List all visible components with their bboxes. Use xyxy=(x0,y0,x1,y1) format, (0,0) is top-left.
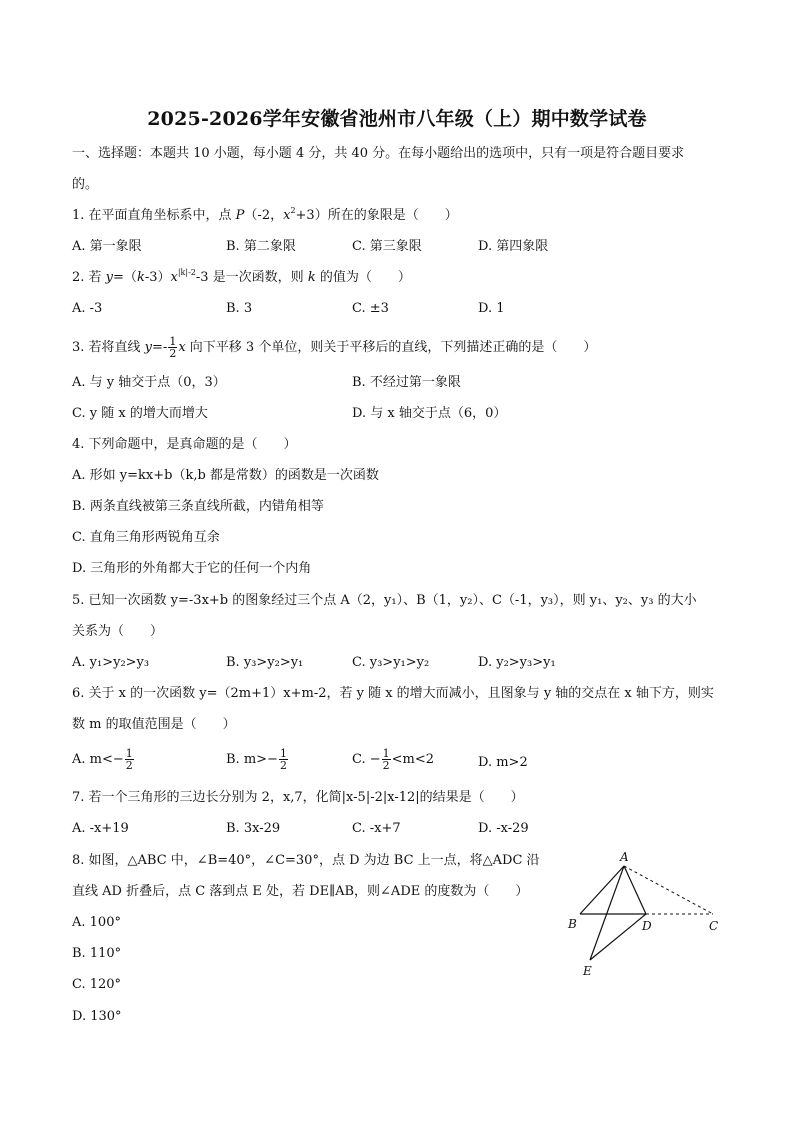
question-5-option-b: B. y₃>y₂>y₁ xyxy=(226,655,304,670)
question-2-option-c: C. ±3 xyxy=(352,301,389,316)
question-5-option-c: C. y₃>y₁>y₂ xyxy=(352,655,430,670)
question-1-option-d: D. 第四象限 xyxy=(478,239,549,254)
question-1-option-a: A. 第一象限 xyxy=(72,239,142,254)
label-a: A xyxy=(620,850,629,864)
question-3-stem: 3. 若将直线 y=- $\frac{1}{2}$ x 向下平移 3 个单位，则关于平移后的直线，下列描述正确的是（ ） xyxy=(72,335,597,360)
label-e: E xyxy=(583,964,592,978)
section-instructions-line2: 的。 xyxy=(72,177,99,192)
question-4-option-a: A. 形如 y=kx+b（k,b 都是常数）的函数是一次函数 xyxy=(72,468,379,483)
question-8-stem-line1: 8. 如图，△ABC 中，∠B=40°，∠C=30°，点 D 为边 BC 上一点，将△ADC 沿 xyxy=(72,853,540,868)
question-3-option-c: C. y 随 x 的增大而增大 xyxy=(72,406,208,421)
section-instructions-line1: 一、选择题：本题共 10 小题，每小题 4 分，共 40 分。在每小题给出的选项中，只有一项是符合题目要求 xyxy=(72,146,685,161)
question-7-option-a: A. -x+19 xyxy=(72,821,129,836)
question-7-option-b: B. 3x-29 xyxy=(226,821,281,836)
question-3-option-b: B. 不经过第一象限 xyxy=(352,375,461,390)
segment-ad xyxy=(624,866,646,914)
question-7-option-c: C. -x+7 xyxy=(352,821,401,836)
segment-ab xyxy=(580,866,624,914)
question-6-stem-line2: 数 m 的取值范围是（ ） xyxy=(72,717,236,732)
question-2-stem: 2. 若 $y=(k-3)x^{|k|-2}-3$ 是一次函数，则 k 的值为（ ） xyxy=(72,268,411,285)
question-6-option-a: A. m<− $\frac{1}{2}$ xyxy=(72,747,133,772)
question-4-option-d: D. 三角形的外角都大于它的任何一个内角 xyxy=(72,561,312,576)
question-8-option-c: C. 120° xyxy=(72,977,122,992)
question-4-stem: 4. 下列命题中，是真命题的是（ ） xyxy=(72,437,297,452)
question-1-option-c: C. 第三象限 xyxy=(352,239,422,254)
question-2-option-d: D. 1 xyxy=(478,301,505,316)
question-4-option-c: C. 直角三角形两锐角互余 xyxy=(72,530,220,545)
segment-ac xyxy=(624,866,713,914)
question-4-option-b: B. 两条直线被第三条直线所截，内错角相等 xyxy=(72,499,324,514)
question-8-option-a: A. 100° xyxy=(72,915,121,930)
label-d: D xyxy=(642,919,652,933)
question-3-option-a: A. 与 y 轴交于点（0，3） xyxy=(72,375,226,390)
question-7-stem: 7. 若一个三角形的三边长分别为 2，x,7，化简|x-5|-2|x-12|的结果是（ ） xyxy=(72,790,524,805)
question-5-stem-line2: 关系为（ ） xyxy=(72,624,164,639)
question-5-option-a: A. y₁>y₂>y₃ xyxy=(72,655,150,670)
fraction-one-half: $\frac{1}{2}$ xyxy=(169,335,177,360)
question-6-option-b: B. m>− $\frac{1}{2}$ xyxy=(226,747,287,772)
question-8-stem-line2: 直线 AD 折叠后，点 C 落到点 E 处，若 DE∥AB，则∠ADE 的度数为（ ） xyxy=(72,884,529,899)
question-8-option-b: B. 110° xyxy=(72,946,122,961)
question-1-stem: 1. 在平面直角坐标系中，点 P（-2，$x^2+3$）所在的象限是（ ） xyxy=(72,206,458,223)
question-8-option-d: D. 130° xyxy=(72,1009,122,1024)
question-6-option-c: C. − $\frac{1}{2}$ <m<2 xyxy=(352,747,435,772)
question-2-option-a: A. -3 xyxy=(72,301,103,316)
question-7-option-d: D. -x-29 xyxy=(478,821,529,836)
question-1-option-b: B. 第二象限 xyxy=(226,239,296,254)
question-6-option-d: D. m>2 xyxy=(478,755,528,770)
triangle-fold-figure xyxy=(560,846,730,986)
question-5-stem-line1: 5. 已知一次函数 y=-3x+b 的图象经过三个点 A（2，y₁）、B（1，y₂）、C（-1，y₃），则 y₁、y₂、y₃ 的大小 xyxy=(72,593,697,608)
question-3-option-d: D. 与 x 轴交于点（6，0） xyxy=(352,406,507,421)
question-2-option-b: B. 3 xyxy=(226,301,253,316)
label-c: C xyxy=(709,919,719,933)
exam-title: 2025-2026学年安徽省池州市八年级（上）期中数学试卷 xyxy=(147,108,647,130)
label-b: B xyxy=(568,917,577,931)
question-5-option-d: D. y₂>y₃>y₁ xyxy=(478,655,556,670)
question-6-stem-line1: 6. 关于 x 的一次函数 y=（2m+1）x+m-2，若 y 随 x 的增大而减小，且图象与 y 轴的交点在 x 轴下方，则实 xyxy=(72,686,714,701)
